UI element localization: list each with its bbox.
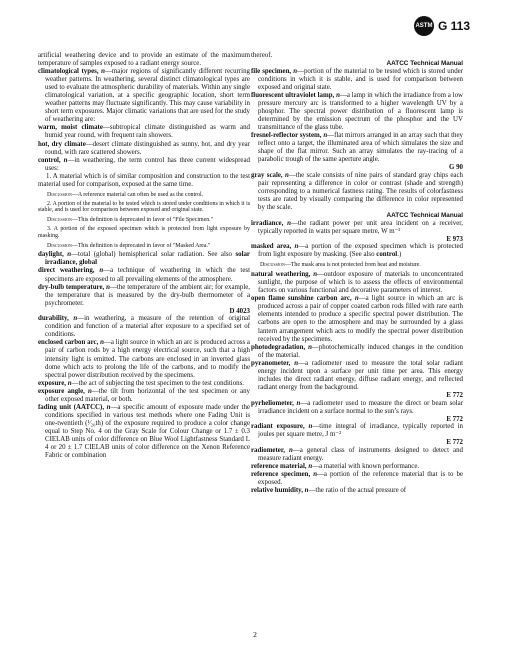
- cross-reference: solar irradiance, global: [45, 251, 250, 267]
- discussion-text: —This definition is deprecated in favor of "Masked Area.": [71, 242, 211, 249]
- part-of-speech: n: [289, 446, 293, 454]
- page-number: 2: [253, 630, 257, 639]
- discussion-label: Discussion: [47, 217, 72, 224]
- term-heading: reference material,: [251, 462, 307, 470]
- term-heading: dry-bulb temperature,: [38, 283, 105, 291]
- term-entry: [251, 463, 463, 471]
- logo-text: ASTM: [415, 23, 433, 29]
- term-definition: —the scale consists of nine pairs of standard gray chips each pair representing a difference in color or contrast (shade and strength) corresponding to a numerical fastness rating. The results of colorfastness tests are rated by visually comparing the difference in color represented by the scale.: [258, 171, 463, 211]
- paragraph-continued: [251, 52, 463, 60]
- term-heading: warm, moist climate: [38, 124, 103, 132]
- part-of-speech: n: [313, 471, 318, 479]
- astm-logo: [414, 16, 434, 36]
- term-heading: radiometer,: [251, 446, 285, 454]
- term-entry: [38, 141, 250, 157]
- term-definition: —the radiant power per unit area incident on a receiver, typically reported in watts per square metre, W m⁻²: [258, 219, 463, 235]
- term-definition: —a light source in which an arc is produced across a pair of carbon rods by a high energy electrical source, such that a high intensity light is emitted. The carbons are enclosed in an inverted glass dome which acts to prolong the life of the carbons, and to modify the spectral power distribution received by the specimens.: [45, 339, 250, 379]
- part-of-speech: n: [294, 359, 299, 367]
- standard-number: G 113: [437, 19, 470, 33]
- term-entry: [38, 284, 250, 308]
- discussion-label: Discussion: [260, 262, 285, 269]
- term-entry: [251, 132, 463, 164]
- term-entry: [251, 344, 463, 360]
- term-definition: —the temperature of the ambient air; for example, the temperature that is measured by the dry-bulb thermometer of a psychrometer.: [45, 283, 251, 307]
- term-heading: reference specimen,: [251, 471, 311, 479]
- part-of-speech: n: [294, 243, 299, 251]
- part-of-speech: n: [106, 283, 110, 291]
- term-entry: [251, 447, 463, 463]
- term-heading: direct weathering,: [38, 267, 95, 275]
- part-of-speech: n: [336, 91, 340, 99]
- source-reference: E 973: [446, 235, 463, 243]
- term-entry: [251, 471, 463, 487]
- term-entry: [251, 295, 463, 343]
- term-entry: [38, 124, 250, 140]
- source-reference: G 90: [449, 164, 463, 172]
- term-entry: [38, 315, 250, 339]
- term-entry: [38, 339, 250, 379]
- term-definition: —flat mirrors arranged in an array such that they reflect onto a target, the illuminated area of which simulates the size and shape of the flat mirror. Such an array simulates the ray-tracing of a parabolic trough of the same aperture angle.: [258, 132, 463, 164]
- term-definition: —a specific amount of exposure made under the conditions specified in various test methods where one Fading Unit is one-twentieth (¹⁄₂₀th) of the exposure required to produce a color change equal to Step No. 4 on the Gray Scale for Colour Change or 1.7 ± 0.3 CIELAB units of color difference on Blue Wool Lightfastness Standard L 4 or 20 ± 1.7 CIELAB units of color difference on the Xenon Reference Fabric or combination: [45, 403, 250, 460]
- term-entry: [38, 388, 250, 404]
- term-heading: enclosed carbon arc,: [38, 339, 99, 347]
- term-heading: natural weathering,: [251, 271, 311, 279]
- term-entry: [251, 271, 463, 295]
- part-of-speech: n: [308, 423, 313, 431]
- term-definition: —subtropical climate distinguished as warm and humid year round, with frequent rain showers.: [45, 124, 251, 140]
- term-entry: [251, 243, 463, 259]
- part-of-speech: n: [101, 68, 105, 76]
- discussion-label: Discussion: [47, 242, 72, 249]
- part-of-speech: n: [304, 487, 309, 495]
- term-heading: irradiance,: [251, 219, 284, 227]
- term-heading: hot, dry climate: [38, 140, 86, 148]
- definition-item-text: 1. A material which is of similar composition and construction to the test material used for comparison, exposed at the same time.: [38, 172, 250, 188]
- term-entry: [38, 404, 250, 460]
- term-definition: —the act of subjecting the test specimen to the test conditions.: [71, 379, 245, 387]
- term-heading: climatological types,: [38, 68, 99, 76]
- term-heading: file specimen,: [251, 67, 292, 75]
- right-column: [251, 52, 463, 495]
- term-definition: —a material with known performance.: [312, 462, 420, 470]
- part-of-speech: n: [99, 267, 104, 275]
- term-heading: daylight,: [38, 251, 64, 259]
- part-of-speech: n: [100, 339, 104, 347]
- part-of-speech: n: [296, 399, 301, 407]
- paragraph-text: artificial weathering device and to provide an estimate of the maximum temperature of samples exposed to a radiant energy source.: [38, 52, 250, 68]
- term-heading: open flame sunshine carbon arc,: [251, 295, 352, 303]
- term-entry: [251, 360, 463, 392]
- discussion-note: [38, 192, 250, 199]
- part-of-speech: n: [354, 295, 359, 303]
- discussion-note: [38, 217, 250, 224]
- term-entry: [251, 68, 463, 92]
- term-definition: —a radiometer used to measure the total solar radiant energy incident upon a surface per unit time per area. This energy includes the direct radiant energy, diffuse radiant energy, and reflected radiant energy from the background.: [258, 359, 463, 391]
- term-definition: —a portion of the reference material that is to be exposed.: [258, 471, 463, 487]
- term-entry: [38, 251, 250, 267]
- term-definition: —a portion of the exposed specimen which is protected from light exposure by masking. (See also: [258, 243, 464, 259]
- discussion-text: —A reference material can often be used as the control.: [71, 191, 204, 198]
- discussion-text: —The mask area is not protected from heat and moisture.: [284, 262, 421, 269]
- source-reference: AATCC Technical Manual: [386, 212, 463, 220]
- term-heading: exposure angle,: [38, 387, 85, 395]
- part-of-speech: n: [293, 67, 298, 75]
- term-entry: [251, 423, 463, 439]
- term-definition: —a general class of instruments designed to detect and measure radiant energy.: [258, 446, 463, 462]
- term-heading: photodegradation,: [251, 343, 306, 351]
- term-entry: [251, 220, 463, 236]
- term-definition: —major regions of significantly different recurring weather patterns. In weathering, several distinct climatological types are used to evaluate the atmospheric durability of materials. Within any single climatological variation, at a specific geographic location, short term weather patterns may fluctuate significantly. This may cause variability in short term exposures. Major climatic variations that are used for the study of weathering are:: [45, 68, 250, 124]
- document-header: [414, 16, 470, 36]
- part-of-speech: n: [323, 132, 328, 140]
- part-of-speech: n: [73, 315, 78, 323]
- part-of-speech: n: [67, 379, 72, 387]
- definition-item: [38, 226, 250, 240]
- cross-reference: control: [376, 251, 398, 259]
- term-heading: fading unit (AATCC),: [38, 403, 105, 411]
- term-definition: —the ratio of the actual pressure of: [308, 487, 407, 495]
- source-reference: AATCC Technical Manual: [386, 60, 463, 68]
- definition-item: [38, 173, 250, 189]
- term-heading: durability,: [38, 315, 69, 323]
- source-reference: E 772: [446, 439, 463, 447]
- part-of-speech: n: [308, 343, 312, 351]
- term-entry: [251, 487, 463, 495]
- term-definition-end: .): [397, 251, 402, 259]
- source-reference: E 772: [446, 415, 463, 423]
- term-definition: —time integral of irradiance, typically reported in joules per square metre, J m⁻²: [258, 423, 463, 439]
- term-heading: exposure,: [38, 379, 67, 387]
- source-reference: D 4023: [229, 307, 250, 315]
- part-of-speech: n: [106, 403, 111, 411]
- term-definition: —a light source in which an arc is produced across a pair of copper coated carbon rods filled with rare earth elements intended to produce a specific spectral power distribution. The carbons are open to the atmosphere and may be surrounded by a glass lantern arrangement which acts to modify the spectral power distribution received by the specimens.: [258, 295, 463, 343]
- term-heading: relative humidity,: [251, 487, 303, 495]
- term-definition: —in weathering, a measure of the retention of original condition and function of a material after exposure to a specified set of conditions.: [45, 315, 250, 339]
- term-definition: —the tilt from horizontal of the test specimen or any other exposed material, or both.: [45, 387, 250, 403]
- term-definition: —portion of the material to be tested which is stored under conditions in which it is stable, and is used for comparison between exposed and original state.: [258, 67, 463, 91]
- left-column: [38, 52, 250, 460]
- part-of-speech: n: [67, 251, 72, 259]
- discussion-label: Discussion: [47, 191, 72, 198]
- definition-item: [38, 201, 250, 215]
- paragraph-continued: [38, 52, 250, 68]
- term-definition: —in weathering, the term control has three current widespread uses:: [45, 156, 250, 172]
- discussion-text: —This definition is deprecated in favor of "File Specimen.": [71, 217, 214, 224]
- term-entry: [251, 92, 463, 132]
- term-heading: pyranometer,: [251, 359, 291, 367]
- part-of-speech: n: [63, 156, 68, 164]
- term-definition: —total (global) hemispherical solar radiation. See also: [71, 251, 232, 259]
- term-heading: fluorescent ultraviolet lamp,: [251, 91, 335, 99]
- paragraph-text: thereof.: [251, 52, 273, 59]
- term-definition: —a radiometer used to measure the direct or beam solar irradiance incident on a surface normal to the sun’s rays.: [258, 399, 463, 415]
- part-of-speech: n: [287, 219, 291, 227]
- term-heading: fresnel-reflector system,: [251, 132, 322, 140]
- term-definition: —a lamp in which the irradiance from a low pressure mercury arc is transformed to a higher wavelength UV by a phosphor. The spectral power distribution of a fluorescent lamp is determined by the emission spectrum of the phosphor and the UV transmittance of the glass tube.: [258, 91, 463, 131]
- part-of-speech: n: [313, 271, 318, 279]
- term-entry: [38, 267, 250, 283]
- term-definition: —outdoor exposure of materials to unconcentrated sunlight, the purpose of which is to assess the effects of environmental factors on various functional and decorative parameters of interest.: [258, 271, 463, 295]
- discussion-note: [251, 262, 463, 269]
- definition-item-text: 3. A portion of the exposed specimen which is protected from light exposure by masking.: [38, 225, 250, 239]
- part-of-speech: n: [308, 462, 313, 470]
- term-definition: —photochemically induced changes in the condition of the material.: [258, 343, 463, 359]
- term-definition: —desert climate distinguished as sunny, hot, and dry year round, with rare scattered showers.: [45, 140, 250, 156]
- term-heading: masked area,: [251, 243, 292, 251]
- part-of-speech: n: [88, 387, 92, 395]
- part-of-speech: n: [285, 171, 289, 179]
- term-entry: [38, 157, 250, 173]
- term-entry: [38, 68, 250, 124]
- term-heading: gray scale,: [251, 171, 283, 179]
- source-reference: E 772: [446, 391, 463, 399]
- term-entry: [251, 172, 463, 212]
- definition-item-text: 2. A portion of the material to be tested which is stored under conditions in which it is stable, and is used for comparison between exposed and original state.: [38, 200, 250, 214]
- term-entry: [38, 380, 250, 388]
- term-definition: —a technique of weathering in which the test specimens are exposed to all prevailing elements of the atmosphere.: [45, 267, 250, 283]
- term-entry: [251, 400, 463, 416]
- term-heading: pyrheliometer,: [251, 399, 294, 407]
- term-heading: radiant exposure,: [251, 423, 305, 431]
- term-heading: control,: [38, 156, 61, 164]
- discussion-note: [38, 243, 250, 250]
